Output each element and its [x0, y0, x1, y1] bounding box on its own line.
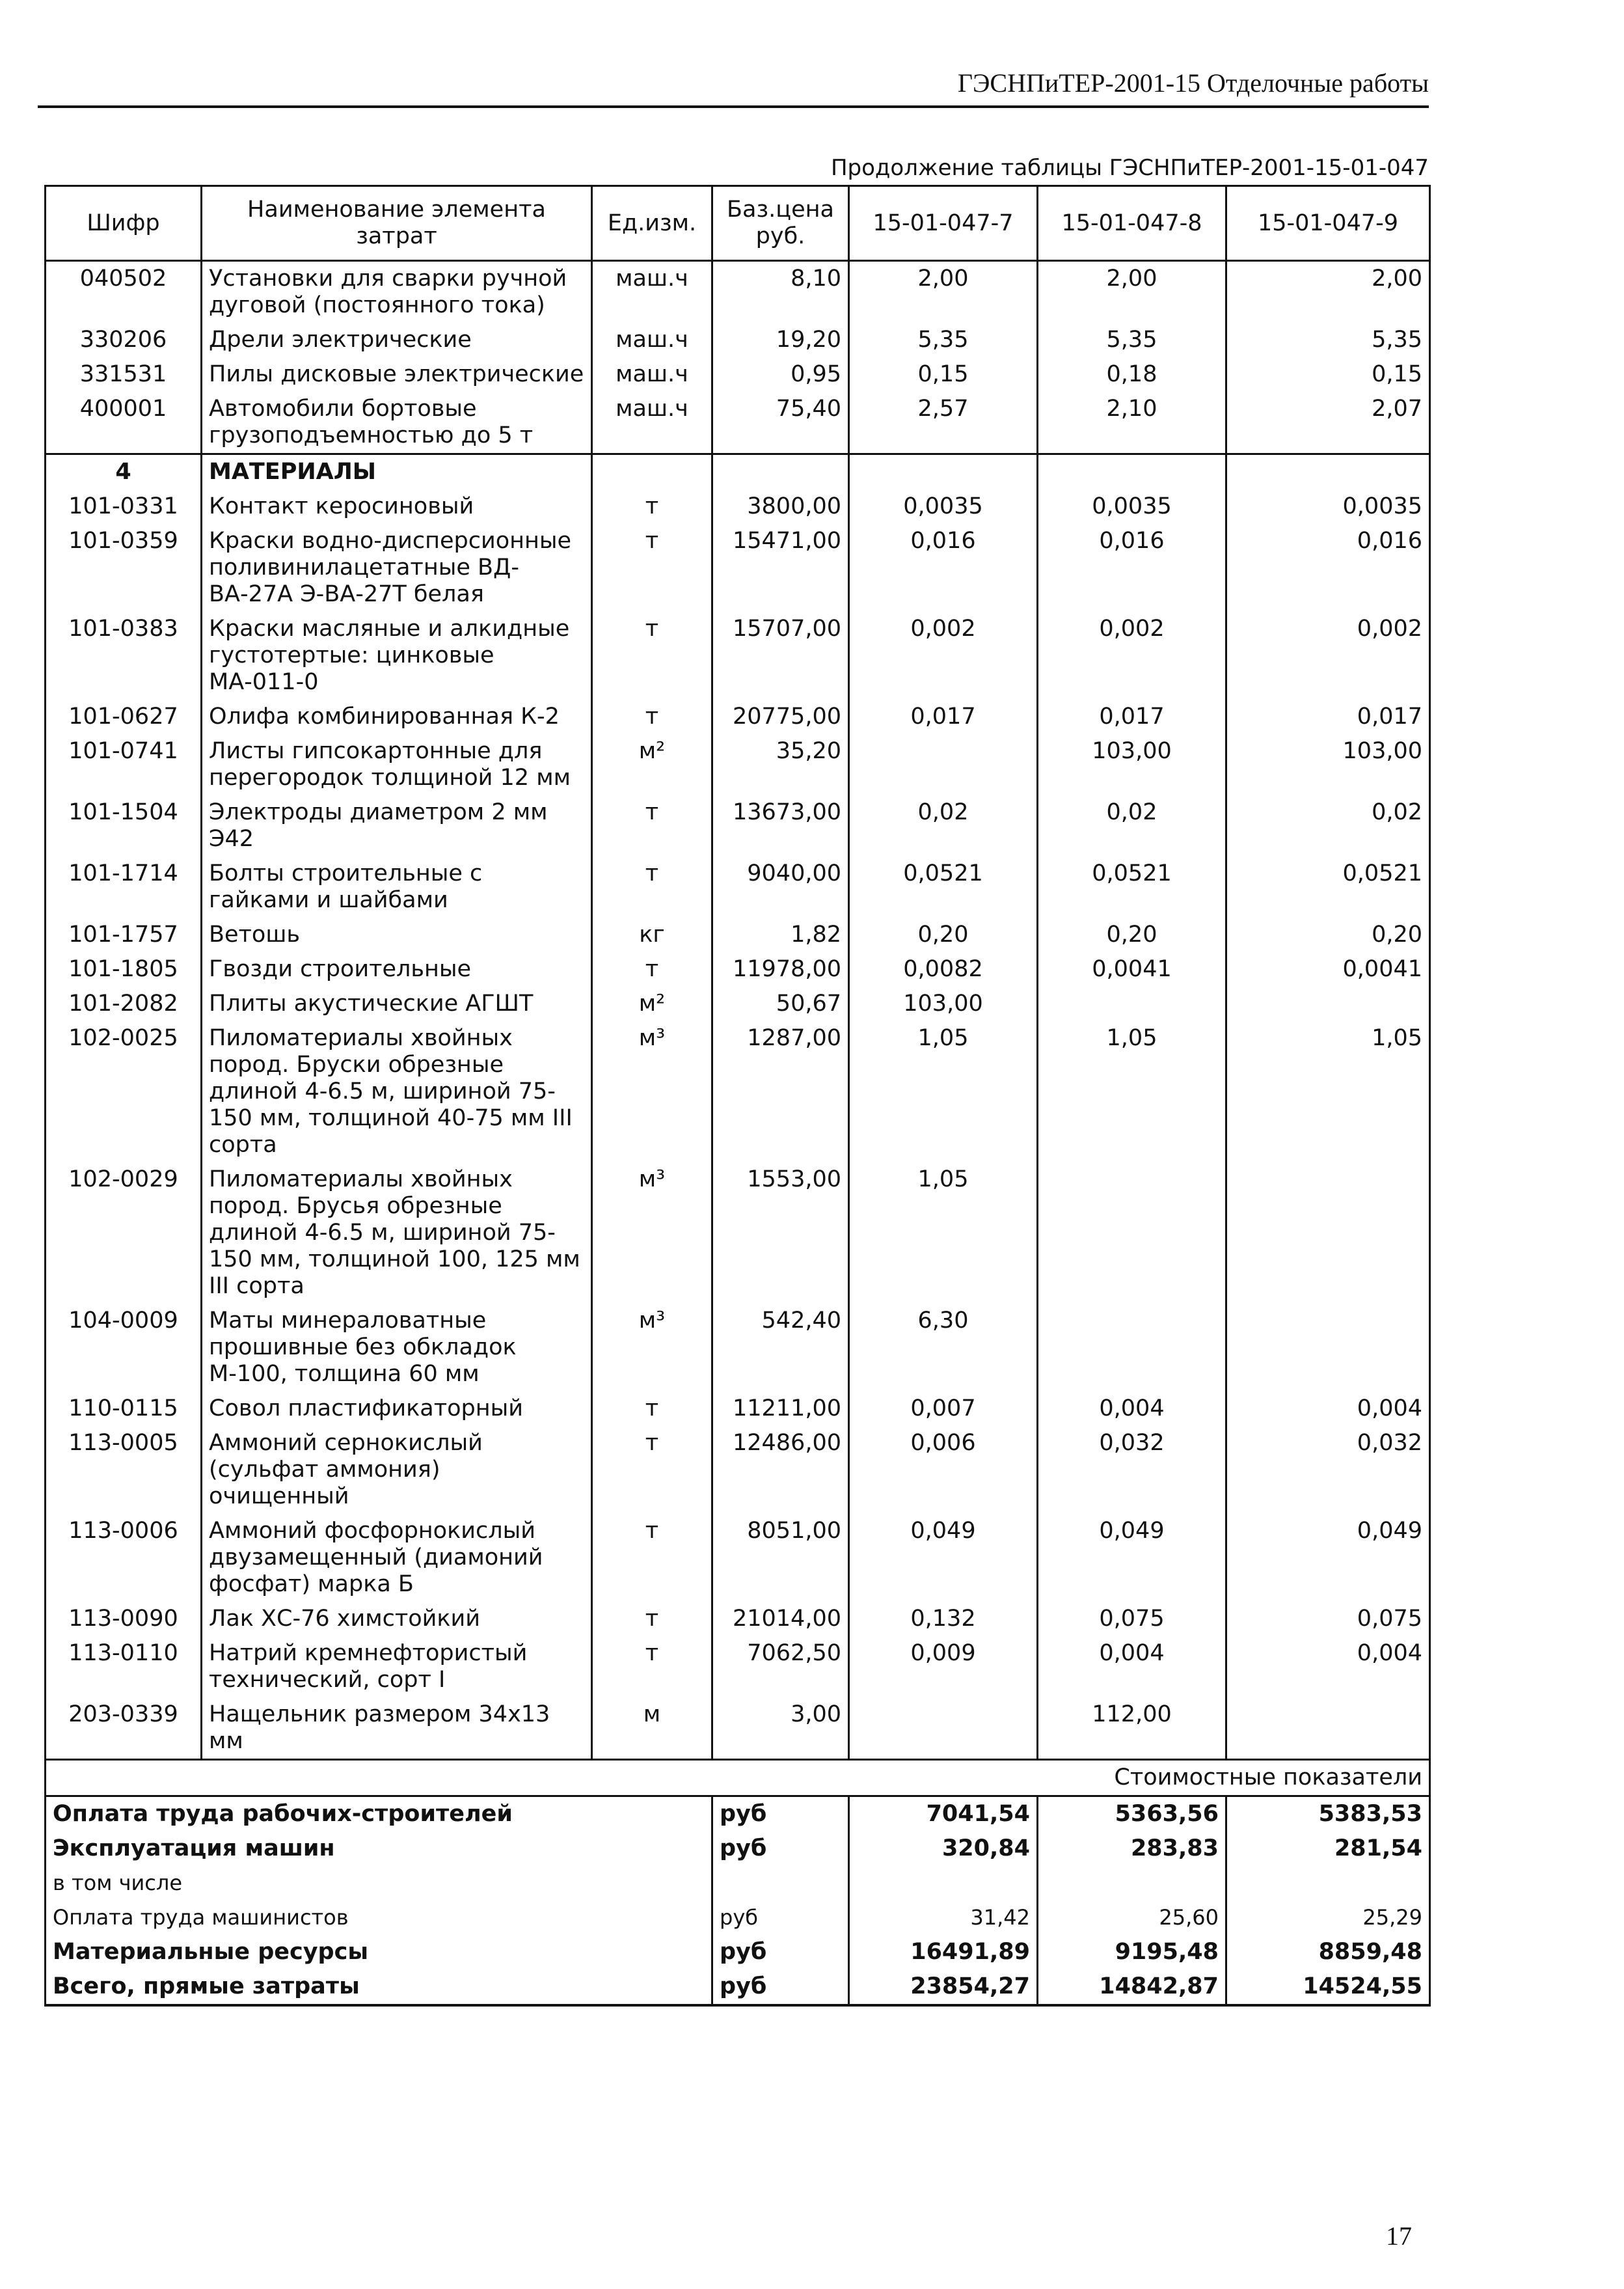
item-code: 101-1805	[46, 952, 202, 987]
item-code: 101-0359	[46, 524, 202, 612]
column-header-unit: Ед.изм.	[592, 186, 712, 261]
item-unit: т	[592, 612, 712, 700]
value-15-01-047-8: 103,00	[1038, 734, 1226, 795]
value-15-01-047-9: 5,35	[1226, 323, 1430, 357]
machines-section	[46, 261, 1430, 454]
value-15-01-047-9: 0,016	[1226, 524, 1430, 612]
item-name: Пилы дисковые электрические	[202, 357, 592, 392]
section-empty-cell	[712, 454, 849, 490]
item-unit: м²	[592, 987, 712, 1021]
item-unit: т	[592, 795, 712, 857]
value-15-01-047-8: 0,02	[1038, 795, 1226, 857]
cost-value-15-01-047-8	[1038, 1866, 1226, 1900]
item-name: Совол пластификаторный	[202, 1391, 592, 1426]
item-name: Пиломатериалы хвойных пород. Брусья обрезные длиной 4-6.5 м, шириной 75-150 мм, толщиной 100, 125 мм III сорта	[202, 1162, 592, 1304]
value-15-01-047-9: 1,05	[1226, 1021, 1430, 1162]
value-15-01-047-8: 0,0041	[1038, 952, 1226, 987]
value-15-01-047-8: 0,20	[1038, 918, 1226, 952]
item-unit: маш.ч	[592, 323, 712, 357]
item-code: 113-0110	[46, 1636, 202, 1697]
table-row	[46, 524, 1430, 612]
section-code: 4	[46, 454, 202, 490]
item-code: 203-0339	[46, 1697, 202, 1760]
item-name: Контакт керосиновый	[202, 489, 592, 524]
item-code: 101-0331	[46, 489, 202, 524]
value-15-01-047-8: 0,002	[1038, 612, 1226, 700]
cost-unit: руб	[712, 1935, 849, 1969]
table-row	[46, 1304, 1430, 1391]
value-15-01-047-7: 5,35	[849, 323, 1038, 357]
item-code: 331531	[46, 357, 202, 392]
table-row	[46, 1162, 1430, 1304]
item-name: Болты строительные с гайками и шайбами	[202, 857, 592, 918]
item-base-price: 8051,00	[712, 1514, 849, 1602]
value-15-01-047-7: 0,15	[849, 357, 1038, 392]
item-base-price: 3800,00	[712, 489, 849, 524]
cost-value-15-01-047-9	[1226, 1866, 1430, 1900]
table-row	[46, 1426, 1430, 1514]
item-name: Лак ХС-76 химстойкий	[202, 1602, 592, 1636]
table-row	[46, 1636, 1430, 1697]
cost-heading: Стоимостные показатели	[46, 1760, 1430, 1796]
item-unit: м³	[592, 1304, 712, 1391]
item-base-price: 12486,00	[712, 1426, 849, 1514]
cost-value-15-01-047-7: 31,42	[849, 1900, 1038, 1935]
item-code: 101-0741	[46, 734, 202, 795]
item-unit: т	[592, 1602, 712, 1636]
column-header-base-price: Баз.цена руб.	[712, 186, 849, 261]
item-unit: т	[592, 700, 712, 734]
table-row	[46, 700, 1430, 734]
value-15-01-047-8: 0,049	[1038, 1514, 1226, 1602]
item-base-price: 35,20	[712, 734, 849, 795]
value-15-01-047-8: 0,004	[1038, 1391, 1226, 1426]
item-code: 113-0006	[46, 1514, 202, 1602]
item-name: Установки для сварки ручной дуговой (постоянного тока)	[202, 261, 592, 323]
table-row	[46, 392, 1430, 454]
cost-label: Всего, прямые затраты	[46, 1969, 712, 2005]
item-name: Гвозди строительные	[202, 952, 592, 987]
item-unit: т	[592, 489, 712, 524]
item-unit: м²	[592, 734, 712, 795]
value-15-01-047-7: 103,00	[849, 987, 1038, 1021]
value-15-01-047-9: 0,02	[1226, 795, 1430, 857]
cost-unit: руб	[712, 1969, 849, 2005]
section-empty-cell	[1226, 454, 1430, 490]
section-empty-cell	[849, 454, 1038, 490]
item-code: 110-0115	[46, 1391, 202, 1426]
item-name: Аммоний фосфорнокислый двузамещенный (диамоний фосфат) марка Б	[202, 1514, 592, 1602]
item-code: 040502	[46, 261, 202, 323]
value-15-01-047-7	[849, 734, 1038, 795]
value-15-01-047-8: 0,075	[1038, 1602, 1226, 1636]
value-15-01-047-8	[1038, 1304, 1226, 1391]
value-15-01-047-9	[1226, 1162, 1430, 1304]
cost-row	[46, 1900, 1430, 1935]
cost-value-15-01-047-7: 7041,54	[849, 1796, 1038, 1832]
value-15-01-047-8: 0,0521	[1038, 857, 1226, 918]
table-row	[46, 795, 1430, 857]
cost-row	[46, 1796, 1430, 1832]
cost-row	[46, 1866, 1430, 1900]
item-name: Пиломатериалы хвойных пород. Бруски обрезные длиной 4-6.5 м, шириной 75-150 мм, толщиной 40-75 мм III сорта	[202, 1021, 592, 1162]
value-15-01-047-7: 0,002	[849, 612, 1038, 700]
item-unit: т	[592, 857, 712, 918]
table-row	[46, 612, 1430, 700]
value-15-01-047-8: 0,004	[1038, 1636, 1226, 1697]
cost-value-15-01-047-9: 5383,53	[1226, 1796, 1430, 1832]
item-base-price: 21014,00	[712, 1602, 849, 1636]
item-name: Маты минераловатные прошивные без обкладок М-100, толщина 60 мм	[202, 1304, 592, 1391]
value-15-01-047-7: 0,017	[849, 700, 1038, 734]
table-row	[46, 1391, 1430, 1426]
cost-label: Оплата труда рабочих-строителей	[46, 1796, 712, 1832]
table-row	[46, 857, 1430, 918]
value-15-01-047-9: 0,032	[1226, 1426, 1430, 1514]
item-name: Плиты акустические АГШТ	[202, 987, 592, 1021]
value-15-01-047-8: 2,10	[1038, 392, 1226, 454]
value-15-01-047-7: 1,05	[849, 1021, 1038, 1162]
table-row	[46, 1697, 1430, 1760]
cost-value-15-01-047-8: 5363,56	[1038, 1796, 1226, 1832]
item-code: 101-0383	[46, 612, 202, 700]
column-header-15-01-047-8: 15-01-047-8	[1038, 186, 1226, 261]
cost-label: Материальные ресурсы	[46, 1935, 712, 1969]
item-unit: т	[592, 1636, 712, 1697]
value-15-01-047-7: 0,132	[849, 1602, 1038, 1636]
item-code: 101-1504	[46, 795, 202, 857]
cost-row	[46, 1831, 1430, 1866]
table-row	[46, 357, 1430, 392]
value-15-01-047-9: 0,049	[1226, 1514, 1430, 1602]
item-unit: м	[592, 1697, 712, 1760]
cost-label: в том числе	[46, 1866, 712, 1900]
value-15-01-047-9	[1226, 1304, 1430, 1391]
item-unit: маш.ч	[592, 261, 712, 323]
item-base-price: 542,40	[712, 1304, 849, 1391]
item-base-price: 0,95	[712, 357, 849, 392]
item-base-price: 19,20	[712, 323, 849, 357]
item-name: Электроды диаметром 2 мм Э42	[202, 795, 592, 857]
table-row	[46, 987, 1430, 1021]
cost-value-15-01-047-7	[849, 1866, 1038, 1900]
value-15-01-047-9: 103,00	[1226, 734, 1430, 795]
value-15-01-047-9: 0,20	[1226, 918, 1430, 952]
value-15-01-047-7: 1,05	[849, 1162, 1038, 1304]
item-name: Автомобили бортовые грузоподъемностью до 5 т	[202, 392, 592, 454]
cost-rows	[46, 1796, 1430, 2006]
value-15-01-047-8: 112,00	[1038, 1697, 1226, 1760]
item-unit: т	[592, 1514, 712, 1602]
item-base-price: 9040,00	[712, 857, 849, 918]
value-15-01-047-7: 2,57	[849, 392, 1038, 454]
section-empty-cell	[1038, 454, 1226, 490]
cost-value-15-01-047-9: 8859,48	[1226, 1935, 1430, 1969]
value-15-01-047-7: 0,009	[849, 1636, 1038, 1697]
value-15-01-047-7: 0,20	[849, 918, 1038, 952]
materials-section-header	[46, 454, 1430, 490]
table-row	[46, 918, 1430, 952]
item-base-price: 3,00	[712, 1697, 849, 1760]
value-15-01-047-7: 0,0521	[849, 857, 1038, 918]
cost-unit	[712, 1866, 849, 1900]
table-row	[46, 1602, 1430, 1636]
section-row	[46, 454, 1430, 490]
value-15-01-047-9: 0,0521	[1226, 857, 1430, 918]
item-code: 113-0090	[46, 1602, 202, 1636]
section-empty-cell	[592, 454, 712, 490]
table-row	[46, 1514, 1430, 1602]
cost-value-15-01-047-7: 23854,27	[849, 1969, 1038, 2005]
value-15-01-047-7: 0,02	[849, 795, 1038, 857]
value-15-01-047-7: 2,00	[849, 261, 1038, 323]
value-15-01-047-8: 2,00	[1038, 261, 1226, 323]
value-15-01-047-9: 0,002	[1226, 612, 1430, 700]
item-name: Дрели электрические	[202, 323, 592, 357]
item-code: 330206	[46, 323, 202, 357]
cost-row	[46, 1969, 1430, 2005]
table-header-row	[46, 186, 1430, 261]
table-row	[46, 261, 1430, 323]
value-15-01-047-8: 0,017	[1038, 700, 1226, 734]
item-code: 104-0009	[46, 1304, 202, 1391]
column-header-15-01-047-9: 15-01-047-9	[1226, 186, 1430, 261]
value-15-01-047-7: 6,30	[849, 1304, 1038, 1391]
section-title: МАТЕРИАЛЫ	[202, 454, 592, 490]
value-15-01-047-7: 0,049	[849, 1514, 1038, 1602]
cost-summary	[46, 1760, 1430, 1796]
item-base-price: 20775,00	[712, 700, 849, 734]
item-unit: м³	[592, 1162, 712, 1304]
cost-value-15-01-047-8: 9195,48	[1038, 1935, 1226, 1969]
column-header-15-01-047-7: 15-01-047-7	[849, 186, 1038, 261]
item-code: 101-2082	[46, 987, 202, 1021]
item-name: Олифа комбинированная К-2	[202, 700, 592, 734]
cost-label: Оплата труда машинистов	[46, 1900, 712, 1935]
item-name: Краски масляные и алкидные густотертые: цинковые МА-011-0	[202, 612, 592, 700]
item-unit: маш.ч	[592, 392, 712, 454]
item-name: Аммоний сернокислый (сульфат аммония) очищенный	[202, 1426, 592, 1514]
page-number: 17	[1386, 2221, 1412, 2251]
cost-unit: руб	[712, 1796, 849, 1832]
table-row	[46, 952, 1430, 987]
value-15-01-047-7: 0,007	[849, 1391, 1038, 1426]
item-name: Ветошь	[202, 918, 592, 952]
value-15-01-047-8: 1,05	[1038, 1021, 1226, 1162]
item-unit: маш.ч	[592, 357, 712, 392]
item-code: 101-1757	[46, 918, 202, 952]
item-name: Натрий кремнефтористый технический, сорт I	[202, 1636, 592, 1697]
cost-unit: руб	[712, 1900, 849, 1935]
item-base-price: 1,82	[712, 918, 849, 952]
cost-value-15-01-047-7: 320,84	[849, 1831, 1038, 1866]
item-base-price: 1553,00	[712, 1162, 849, 1304]
cost-label: Эксплуатация машин	[46, 1831, 712, 1866]
item-unit: т	[592, 1391, 712, 1426]
value-15-01-047-7	[849, 1697, 1038, 1760]
value-15-01-047-8	[1038, 1162, 1226, 1304]
value-15-01-047-7: 0,016	[849, 524, 1038, 612]
column-header-name: Наименование элемента затрат	[202, 186, 592, 261]
value-15-01-047-9: 0,004	[1226, 1636, 1430, 1697]
cost-unit: руб	[712, 1831, 849, 1866]
item-base-price: 15471,00	[712, 524, 849, 612]
value-15-01-047-9: 2,00	[1226, 261, 1430, 323]
item-code: 102-0025	[46, 1021, 202, 1162]
value-15-01-047-9: 0,075	[1226, 1602, 1430, 1636]
value-15-01-047-8: 0,0035	[1038, 489, 1226, 524]
item-code: 400001	[46, 392, 202, 454]
cost-value-15-01-047-8: 25,60	[1038, 1900, 1226, 1935]
cost-value-15-01-047-8: 283,83	[1038, 1831, 1226, 1866]
item-base-price: 11211,00	[712, 1391, 849, 1426]
cost-row	[46, 1935, 1430, 1969]
value-15-01-047-7: 0,0035	[849, 489, 1038, 524]
item-base-price: 50,67	[712, 987, 849, 1021]
item-unit: м³	[592, 1021, 712, 1162]
value-15-01-047-9	[1226, 987, 1430, 1021]
item-name: Краски водно-дисперсионные поливинилацетатные ВД-ВА-27А Э-ВА-27Т белая	[202, 524, 592, 612]
item-code: 101-1714	[46, 857, 202, 918]
item-name: Листы гипсокартонные для перегородок толщиной 12 мм	[202, 734, 592, 795]
value-15-01-047-8: 0,18	[1038, 357, 1226, 392]
value-15-01-047-9: 0,017	[1226, 700, 1430, 734]
item-code: 102-0029	[46, 1162, 202, 1304]
value-15-01-047-8	[1038, 987, 1226, 1021]
value-15-01-047-8: 5,35	[1038, 323, 1226, 357]
item-base-price: 7062,50	[712, 1636, 849, 1697]
item-base-price: 13673,00	[712, 795, 849, 857]
value-15-01-047-9	[1226, 1697, 1430, 1760]
cost-value-15-01-047-9: 281,54	[1226, 1831, 1430, 1866]
table-row	[46, 323, 1430, 357]
resource-table	[44, 185, 1431, 2007]
materials-section	[46, 489, 1430, 1760]
item-base-price: 15707,00	[712, 612, 849, 700]
value-15-01-047-9: 2,07	[1226, 392, 1430, 454]
header-divider	[38, 105, 1429, 108]
table-row	[46, 1021, 1430, 1162]
table-row	[46, 489, 1430, 524]
value-15-01-047-9: 0,15	[1226, 357, 1430, 392]
column-header-code: Шифр	[46, 186, 202, 261]
item-name: Нащельник размером 34х13 мм	[202, 1697, 592, 1760]
item-unit: т	[592, 1426, 712, 1514]
cost-heading-row	[46, 1760, 1430, 1796]
item-base-price: 8,10	[712, 261, 849, 323]
cost-value-15-01-047-7: 16491,89	[849, 1935, 1038, 1969]
table-row	[46, 734, 1430, 795]
value-15-01-047-7: 0,006	[849, 1426, 1038, 1514]
value-15-01-047-9: 0,004	[1226, 1391, 1430, 1426]
item-unit: кг	[592, 918, 712, 952]
cost-value-15-01-047-8: 14842,87	[1038, 1969, 1226, 2005]
value-15-01-047-9: 0,0041	[1226, 952, 1430, 987]
item-base-price: 75,40	[712, 392, 849, 454]
value-15-01-047-7: 0,0082	[849, 952, 1038, 987]
item-unit: т	[592, 524, 712, 612]
value-15-01-047-9: 0,0035	[1226, 489, 1430, 524]
item-base-price: 11978,00	[712, 952, 849, 987]
cost-value-15-01-047-9: 14524,55	[1226, 1969, 1430, 2005]
cost-value-15-01-047-9: 25,29	[1226, 1900, 1430, 1935]
value-15-01-047-8: 0,032	[1038, 1426, 1226, 1514]
item-code: 101-0627	[46, 700, 202, 734]
item-unit: т	[592, 952, 712, 987]
table-continuation-caption: Продолжение таблицы ГЭСНПиТЕР-2001-15-01-047	[830, 155, 1429, 181]
item-base-price: 1287,00	[712, 1021, 849, 1162]
value-15-01-047-8: 0,016	[1038, 524, 1226, 612]
page-header-title: ГЭСНПиТЕР-2001-15 Отделочные работы	[957, 68, 1429, 98]
item-code: 113-0005	[46, 1426, 202, 1514]
